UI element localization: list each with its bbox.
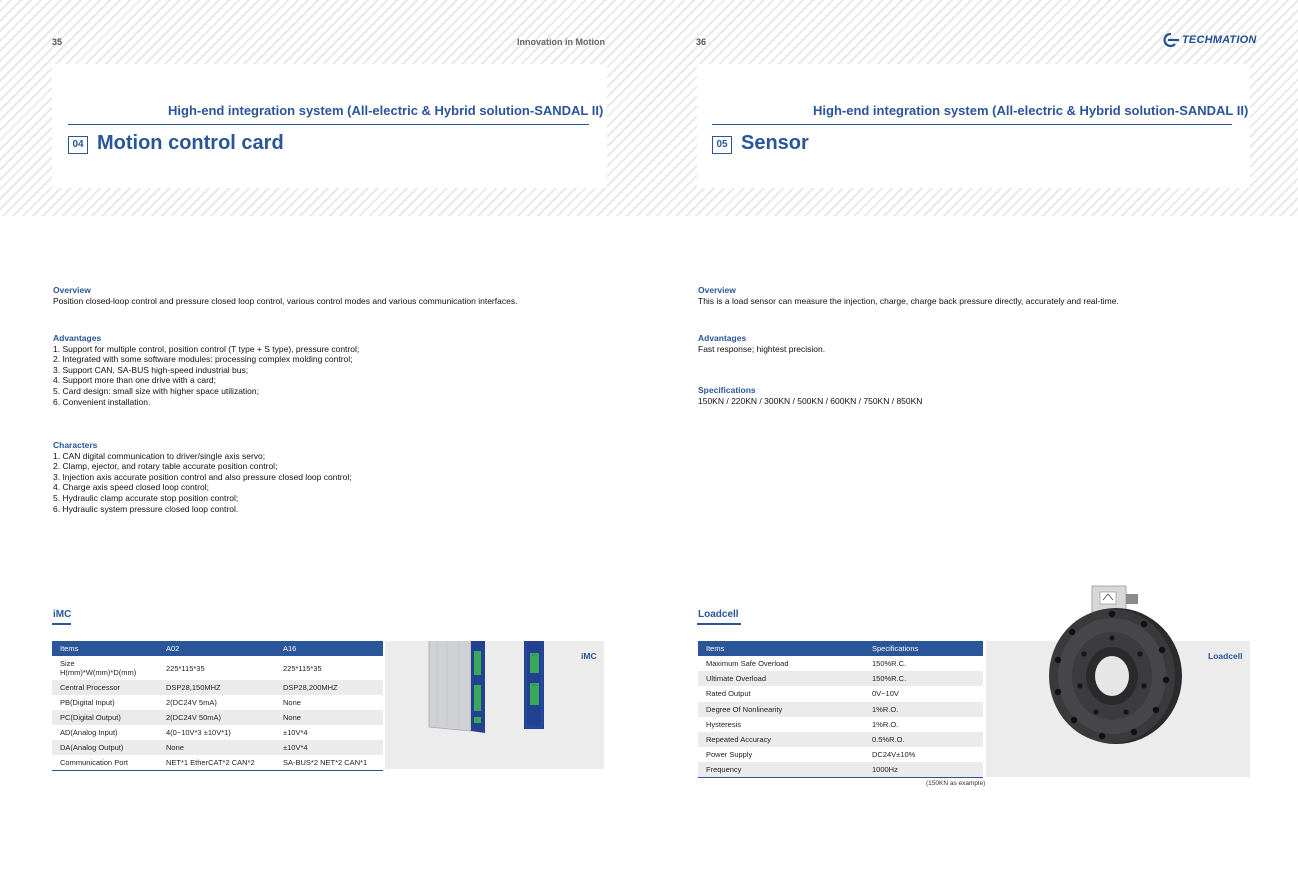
imc-image-label: iMC (581, 651, 597, 661)
left-advantages-heading: Advantages (53, 333, 102, 343)
table-cell: 0V~10V (872, 689, 899, 699)
table-cell: 150%R.C. (864, 671, 983, 686)
table-cell: DA(Analog Output) (52, 740, 158, 755)
table-row (698, 717, 983, 732)
table-row (698, 686, 983, 701)
loadcell-table-header-row (698, 641, 983, 656)
advantage-item: 5. Card design: small size with higher space utilization; (53, 385, 259, 396)
left-overview-text: Position closed-loop control and pressure closed loop control, various control modes and various communication interfaces. (53, 295, 518, 306)
left-characters-heading: Characters (53, 440, 98, 450)
table-row (52, 695, 383, 710)
character-item: 2. Clamp, ejector, and rotary table accurate position control; (53, 461, 278, 472)
left-characters (53, 440, 352, 514)
table-cell: Central Processor (52, 680, 158, 695)
table-cell: Rated Output (706, 689, 751, 699)
table-cell: None (158, 740, 275, 755)
left-overview-heading: Overview (53, 285, 91, 295)
table-row (52, 710, 383, 725)
right-advantages-heading: Advantages (698, 333, 747, 343)
table-cell: Maximum Safe Overload (706, 659, 789, 669)
table-cell: Frequency (698, 762, 864, 777)
loadcell-spec-table (698, 641, 983, 778)
right-advantages-text: Fast response; hightest precision. (698, 343, 826, 354)
character-item: 5. Hydraulic clamp accurate stop position control; (53, 492, 239, 503)
imc-table-header-row (52, 641, 383, 656)
table-row (52, 680, 383, 695)
character-item: 6. Hydraulic system pressure closed loop control. (53, 503, 239, 514)
table-cell: 1%R.O. (872, 719, 899, 729)
table-cell: PC(Digital Output) (52, 710, 158, 725)
table-cell: 1%R.O. (864, 702, 983, 717)
table-cell: Power Supply (706, 750, 753, 760)
right-title-banner (697, 64, 1250, 188)
table-cell: Ultimate Overload (698, 671, 864, 686)
table-cell: 0.5%R.O. (864, 732, 983, 747)
right-overview (698, 285, 1119, 306)
table-row (698, 762, 983, 777)
right-specifications-heading: Specifications (698, 385, 756, 395)
right-overview-heading: Overview (698, 285, 736, 295)
advantage-item: 2. Integrated with some software modules: processing complex molding control; (53, 354, 353, 365)
character-item: 3. Injection axis accurate position control and also pressure closed loop control; (53, 471, 352, 482)
table-row (52, 755, 383, 770)
imc-spec-table (52, 641, 383, 771)
logo-text: TECHMATION (1182, 34, 1257, 46)
imc-title-underline (52, 623, 71, 625)
right-title-rule (712, 124, 1232, 125)
table-cell: Hysteresis (706, 719, 742, 729)
table-cell: PB(Digital Input) (60, 698, 115, 707)
left-section-title: Motion control card (97, 132, 284, 154)
imc-device-illustration (385, 641, 604, 769)
table-cell: 225*115*35 (166, 663, 205, 673)
left-title-banner (52, 64, 607, 188)
table-cell: 2(DC24V 50mA) (158, 710, 275, 725)
logo-swoosh-icon (1162, 33, 1180, 47)
right-specifications-text: 150KN / 220KN / 300KN / 500KN / 600KN / 750KN / 850KN (698, 395, 923, 406)
table-cell: AD(Analog Input) (60, 728, 118, 737)
left-advantages (53, 333, 359, 407)
left-overview (53, 285, 517, 306)
table-cell: SA-BUS*2 NET*2 CAN*1 (275, 755, 383, 770)
loadcell-header-items: Items (698, 641, 864, 656)
table-cell: DSP28,200MHZ (275, 680, 383, 695)
right-overview-text: This is a load sensor can measure the injection, charge, charge back pressure directly, accurately and real-time. (698, 295, 1119, 306)
table-row (52, 656, 383, 680)
advantage-item: 4. Support more than one drive with a card; (53, 375, 217, 386)
advantage-item: 3. Support CAN, SA-BUS high-speed industrial bus; (53, 364, 249, 375)
table-cell: None (283, 698, 301, 707)
table-cell: 2(DC24V 5mA) (166, 698, 217, 707)
table-row (698, 747, 983, 762)
table-cell: NET*1 EtherCAT*2 CAN*2 (158, 755, 275, 770)
left-title-rule (68, 124, 589, 125)
table-row (698, 732, 983, 747)
loadcell-image-label: Loadcell (1208, 651, 1243, 661)
techmation-logo (1162, 33, 1257, 47)
character-item: 1. CAN digital communication to driver/single axis servo; (53, 450, 266, 461)
left-page-number: 35 (52, 37, 63, 47)
left-subtitle: High-end integration system (All-electric & Hybrid solution-SANDAL II) (168, 103, 604, 118)
right-specifications (698, 385, 922, 406)
loadcell-product-title: Loadcell (698, 609, 739, 620)
table-row (698, 702, 983, 717)
imc-header-items: Items (52, 641, 158, 656)
right-page-number: 36 (696, 37, 707, 47)
table-cell: ±10V*4 (283, 728, 308, 737)
table-cell: ±10V*4 (275, 740, 383, 755)
imc-header-a16: A16 (275, 641, 383, 656)
table-cell: 225*115*35 (283, 663, 322, 673)
left-section-number: 04 (68, 136, 88, 154)
imc-product-title: iMC (53, 609, 72, 620)
right-advantages (698, 333, 825, 354)
tagline: Innovation in Motion (517, 37, 605, 47)
table-row (52, 725, 383, 740)
loadcell-header-specifications: Specifications (864, 641, 983, 656)
table-cell: Degree Of Nonlinearity (698, 702, 864, 717)
loadcell-title-underline (697, 623, 741, 625)
table-cell: 1000Hz (864, 762, 983, 777)
table-cell: 150%R.C. (872, 659, 907, 669)
table-row (698, 671, 983, 686)
loadcell-table-note: (150KN as example) (926, 780, 986, 787)
right-section-title: Sensor (741, 132, 809, 154)
table-cell: Repeated Accuracy (698, 732, 864, 747)
loadcell-illustration (1040, 584, 1190, 750)
table-cell: DC24V±10% (872, 750, 916, 760)
table-row (52, 740, 383, 755)
advantage-item: 6. Convenient installation. (53, 396, 151, 407)
character-item: 4. Charge axis speed closed loop control; (53, 482, 209, 493)
table-cell: 4(0~10V*3 ±10V*1) (166, 728, 231, 737)
imc-header-a02: A02 (158, 641, 275, 656)
advantage-item: 1. Support for multiple control, position control (T type + S type), pressure control; (53, 343, 360, 354)
right-subtitle: High-end integration system (All-electric & Hybrid solution-SANDAL II) (813, 103, 1249, 118)
table-cell: Communication Port (52, 755, 158, 770)
right-section-number: 05 (712, 136, 732, 154)
table-cell: Size H(mm)*W(mm)*D(mm) (60, 659, 137, 677)
table-row (698, 656, 983, 671)
table-cell: DSP28,150MHZ (158, 680, 275, 695)
table-cell: None (275, 710, 383, 725)
imc-image-panel (385, 641, 604, 769)
